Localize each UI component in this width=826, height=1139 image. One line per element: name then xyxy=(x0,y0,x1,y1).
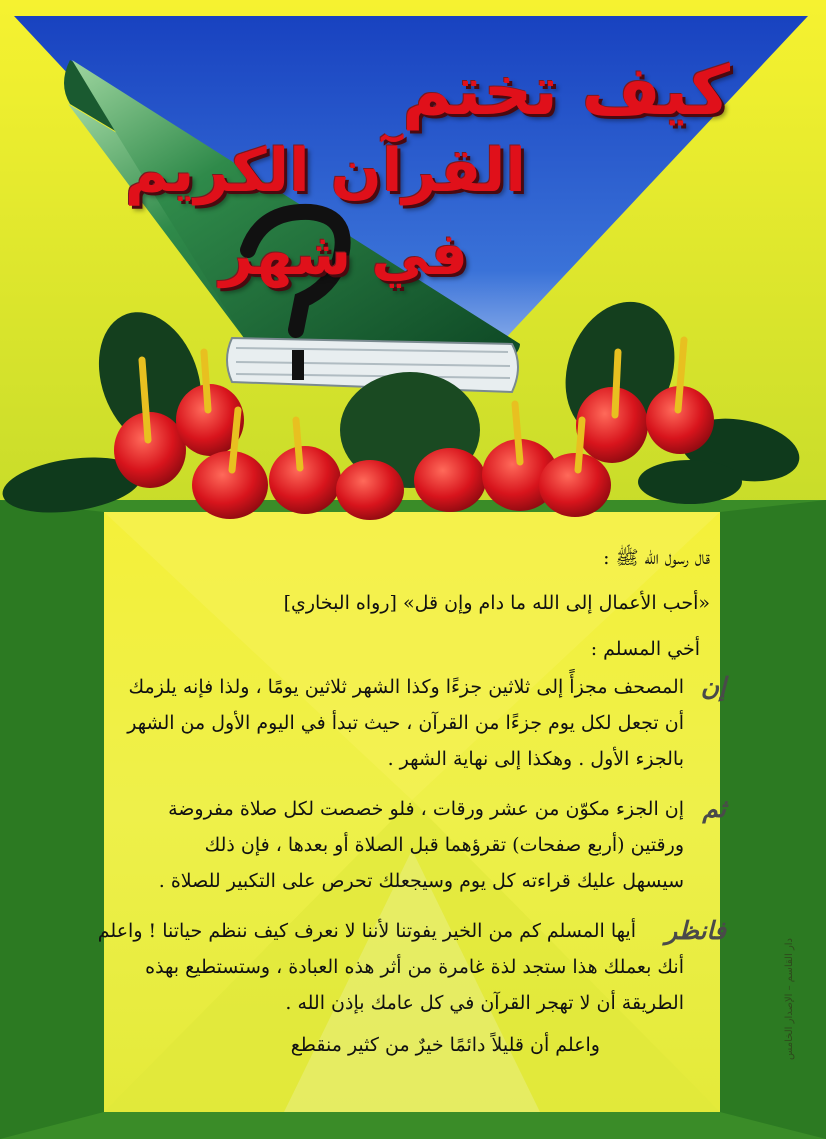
content-text xyxy=(97,512,726,1112)
paragraph-1-line-3: بالجزء الأول . وهكذا إلى نهاية الشهر . xyxy=(387,748,684,770)
title-line-3: في شهر xyxy=(219,220,468,288)
paragraph-1-line-2: أن تجعل لكل يوم جزءًا من القرآن ، حيث تبدأ في اليوم الأول من الشهر xyxy=(127,712,684,734)
paragraph-3-line-2: أنك بعملك هذا ستجد لذة غامرة من أثر هذه العبادة ، وستستطيع بهذه xyxy=(145,956,684,978)
title-line-2: القرآن الكريم xyxy=(124,136,526,206)
closing-line: واعلم أن قليلاً دائمًا خيرٌ من كثير منقطع xyxy=(290,1034,600,1056)
paragraph-2-line-3: سيسهل عليك قراءته كل يوم وسيجعلك تحرص على التكبير للصلاة . xyxy=(158,870,684,892)
side-note: دار القاسم – الإصدار الخامس xyxy=(784,937,795,1060)
hadith-intro: قال رسول الله ﷺ : xyxy=(603,547,710,569)
greeting: أخي المسلم : xyxy=(590,638,700,660)
paragraph-2-line-1: إن الجزء مكوّن من عشر ورقات ، فلو خصصت لكل صلاة مفروضة xyxy=(168,798,684,820)
hadith-quote: «أحب الأعمال إلى الله ما دام وإن قل» [رواه البخاري] xyxy=(283,592,710,614)
paragraph-1-lead: إن xyxy=(700,672,726,701)
title-line-1: كيف تختم xyxy=(402,52,730,131)
paragraph-3-lead: فانظر xyxy=(665,916,726,945)
paragraph-2-line-2: ورقتين (أربع صفحات) تقرؤهما قبل الصلاة أو بعدها ، فإن ذلك xyxy=(204,834,684,856)
paragraph-2-lead: ثم xyxy=(702,794,726,823)
paragraph-1-line-1: المصحف مجزأً إلى ثلاثين جزءًا وكذا الشهر ثلاثين يومًا ، ولذا فإنه يلزمك xyxy=(128,676,684,698)
paragraph-3-line-3: الطريقة أن لا تهجر القرآن في كل عامك بإذن الله . xyxy=(285,992,684,1014)
paragraph-3-line-1: أيها المسلم كم من الخير يفوتنا لأننا لا نعرف كيف ننظم حياتنا ! واعلم xyxy=(97,920,636,942)
